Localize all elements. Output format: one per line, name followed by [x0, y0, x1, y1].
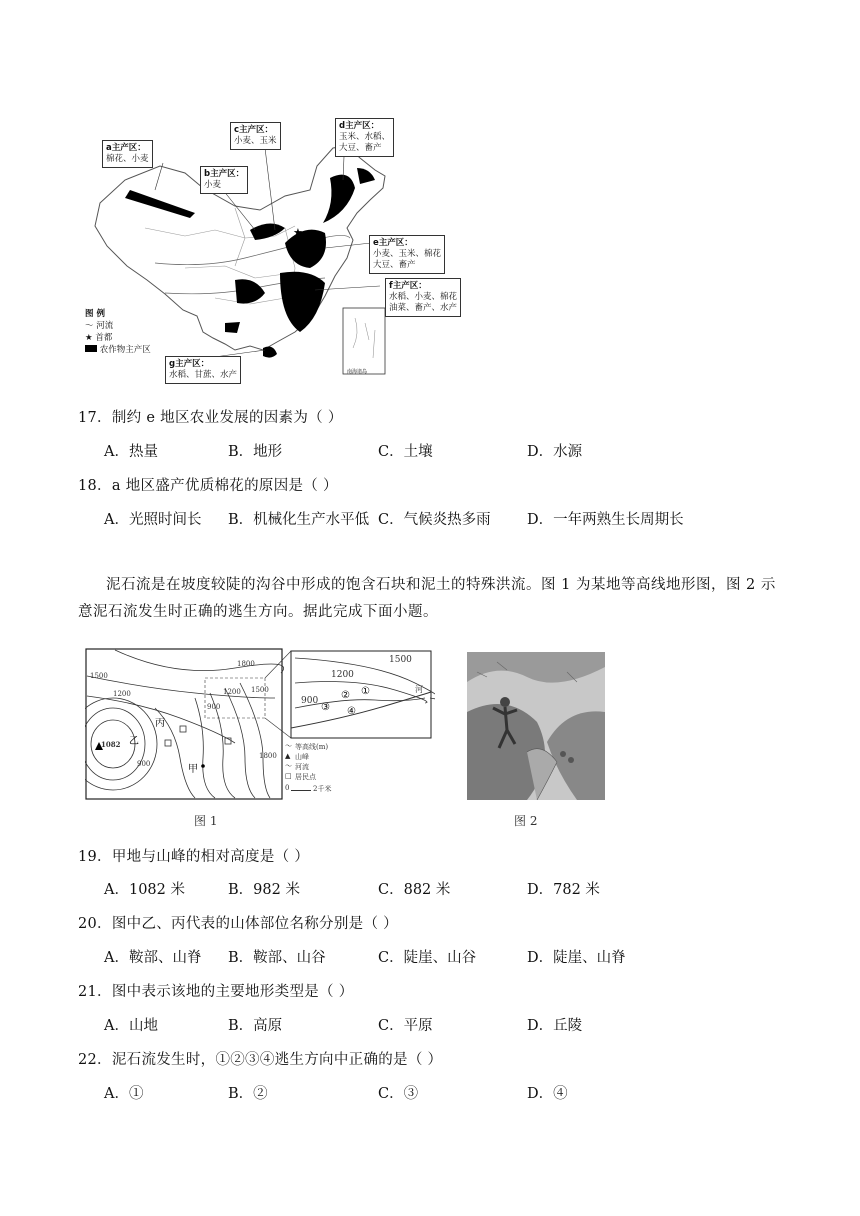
legend-river: 〜 河流: [85, 321, 114, 331]
contour-label-1200-left: 1200: [113, 690, 131, 698]
region-e-title: e主产区：: [373, 238, 413, 248]
scale-end: 2千米: [313, 785, 332, 793]
svg-text:★: ★: [293, 226, 303, 239]
contour-label-1500-mid: 1500: [251, 686, 269, 694]
legend-title: 图 例: [85, 309, 105, 319]
region-d-title: d主产区：: [339, 121, 380, 131]
region-g-title: g主产区：: [169, 359, 210, 369]
passage: [78, 572, 788, 626]
q17-option-b[interactable]: B．地形: [228, 444, 283, 460]
contour-map: [85, 648, 435, 800]
label-bing: 丙: [155, 718, 165, 729]
region-c-crops: 小麦、玉米: [234, 136, 277, 146]
region-c-box: [230, 122, 281, 150]
zoom-contour-900: 900: [301, 696, 319, 706]
legend-settlement: 居民点: [295, 773, 316, 781]
question-19: 19．甲地与山峰的相对高度是（ ）: [78, 849, 310, 865]
river-line-icon: 〜: [85, 321, 94, 331]
q17-option-c[interactable]: C．土壤: [378, 444, 433, 460]
q18-option-c[interactable]: C．气候炎热多雨: [378, 512, 491, 528]
q18-option-a[interactable]: A．光照时间长: [104, 512, 202, 528]
region-e-box: [369, 235, 445, 274]
q20-option-d[interactable]: D．陡崖、山脊: [527, 950, 626, 966]
region-g-box: [165, 356, 241, 384]
marker-2: ②: [341, 690, 350, 701]
question-22: 22．泥石流发生时，①②③④逃生方向中正确的是（ ）: [78, 1052, 443, 1068]
q18-option-d[interactable]: D．一年两熟生长周期长: [527, 512, 684, 528]
q17-option-d[interactable]: D．水源: [527, 444, 583, 460]
zoom-river-label: 河: [415, 685, 423, 694]
q19-option-a[interactable]: A．1082 米: [104, 882, 185, 898]
inset-label: 南海诸岛: [347, 369, 368, 375]
zoom-contour-1200: 1200: [331, 670, 354, 680]
q20-option-c[interactable]: C．陡崖、山谷: [378, 950, 477, 966]
marker-4: ④: [347, 706, 356, 717]
figure-2-caption: 图 2: [514, 814, 538, 828]
legend-capital: ★ 首都: [85, 333, 113, 343]
question-20: 20．图中乙、丙代表的山体部位名称分别是（ ）: [78, 916, 398, 932]
q18-option-b[interactable]: B．机械化生产水平低: [228, 512, 370, 528]
label-yi: 乙: [129, 736, 139, 747]
region-b-title: b主产区：: [204, 169, 245, 179]
region-d-crops2: 大豆、畜产: [339, 143, 382, 153]
region-g-crops: 水稻、甘蔗、水产: [169, 370, 238, 380]
figure-1: [85, 648, 435, 800]
region-b-crops: 小麦: [204, 180, 222, 190]
escape-illustration: [467, 652, 605, 800]
region-d-box: [335, 118, 394, 157]
region-f-crops1: 水稻、小麦、棉花: [389, 292, 458, 302]
region-a-title: a主产区：: [106, 143, 146, 153]
contour-label-1800-top: 1800: [237, 660, 255, 668]
q19-option-c[interactable]: C．882 米: [378, 882, 451, 898]
question-21: 21．图中表示该地的主要地形类型是（ ）: [78, 984, 354, 1000]
contour-label-900-mid: 900: [207, 703, 221, 711]
legend-contour-text: 〜: [285, 742, 292, 750]
q22-option-b[interactable]: B．②: [228, 1086, 268, 1102]
q22-option-a[interactable]: A．①: [104, 1086, 144, 1102]
q17-option-a[interactable]: A．热量: [104, 444, 158, 460]
passage-line-2: 意泥石流发生时正确的逃生方向。据此完成下面小题。: [78, 604, 438, 620]
q21-option-c[interactable]: C．平原: [378, 1018, 433, 1034]
contour-label-900-left: 900: [137, 760, 151, 768]
label-jia: 甲: [188, 764, 198, 775]
black-area-icon: [85, 345, 97, 352]
map-legend: [85, 308, 151, 356]
legend-area: 农作物主产区: [85, 344, 151, 356]
region-a-crops: 棉花、小麦: [106, 154, 149, 164]
marker-3: ③: [321, 702, 330, 713]
passage-line-1: 泥石流是在坡度较陡的沟谷中形成的饱含石块和泥土的特殊洪流。图 1 为某地等高线地形图，图 2 示: [106, 577, 776, 593]
q20-option-a[interactable]: A．鞍部、山脊: [104, 950, 202, 966]
legend-peak: 山峰: [295, 753, 309, 761]
region-e-crops2: 大豆、畜产: [373, 260, 416, 270]
legend-river: 河流: [295, 763, 309, 771]
legend-peak-text: ▲: [285, 752, 291, 760]
question-18: 18．a 地区盛产优质棉花的原因是（ ）: [78, 478, 338, 494]
region-a-box: [102, 140, 153, 168]
q20-option-b[interactable]: B．鞍部、山谷: [228, 950, 326, 966]
contour-label-1500-left: 1500: [90, 672, 108, 680]
china-agriculture-map: [85, 118, 480, 390]
legend-contour: 等高线(m): [295, 743, 329, 751]
legend-river-text: 〜: [285, 762, 292, 770]
zoom-contour-1500: 1500: [389, 655, 412, 665]
q21-option-b[interactable]: B．高原: [228, 1018, 283, 1034]
figure-1-caption: 图 1: [194, 814, 218, 828]
legend-settlement-text: □: [285, 772, 292, 780]
star-icon: ★: [85, 333, 93, 343]
q19-option-d[interactable]: D．782 米: [527, 882, 600, 898]
region-f-box: [385, 278, 461, 317]
region-c-title: c主产区：: [234, 125, 274, 135]
scale-zero: 0: [285, 784, 290, 792]
question-17: 17．制约 e 地区农业发展的因素为（ ）: [78, 410, 343, 426]
region-f-title: f主产区：: [389, 281, 427, 291]
peak-elevation-label: 1082: [101, 740, 121, 749]
contour-label-1800-right: 1800: [259, 752, 277, 760]
q22-option-c[interactable]: C．③: [378, 1086, 419, 1102]
marker-1: ①: [361, 686, 370, 697]
q21-option-d[interactable]: D．丘陵: [527, 1018, 583, 1034]
figure-2: [467, 652, 605, 800]
region-d-crops1: 玉米、水稻、: [339, 132, 391, 142]
q19-option-b[interactable]: B．982 米: [228, 882, 300, 898]
contour-label-1200-mid: 1200: [223, 688, 241, 696]
region-e-crops1: 小麦、玉米、棉花: [373, 249, 442, 259]
region-f-crops2: 油菜、畜产、水产: [389, 303, 458, 313]
q21-option-a[interactable]: A．山地: [104, 1018, 158, 1034]
scale-bar: [291, 790, 311, 791]
q22-option-d[interactable]: D．④: [527, 1086, 568, 1102]
region-b-box: [200, 166, 248, 194]
